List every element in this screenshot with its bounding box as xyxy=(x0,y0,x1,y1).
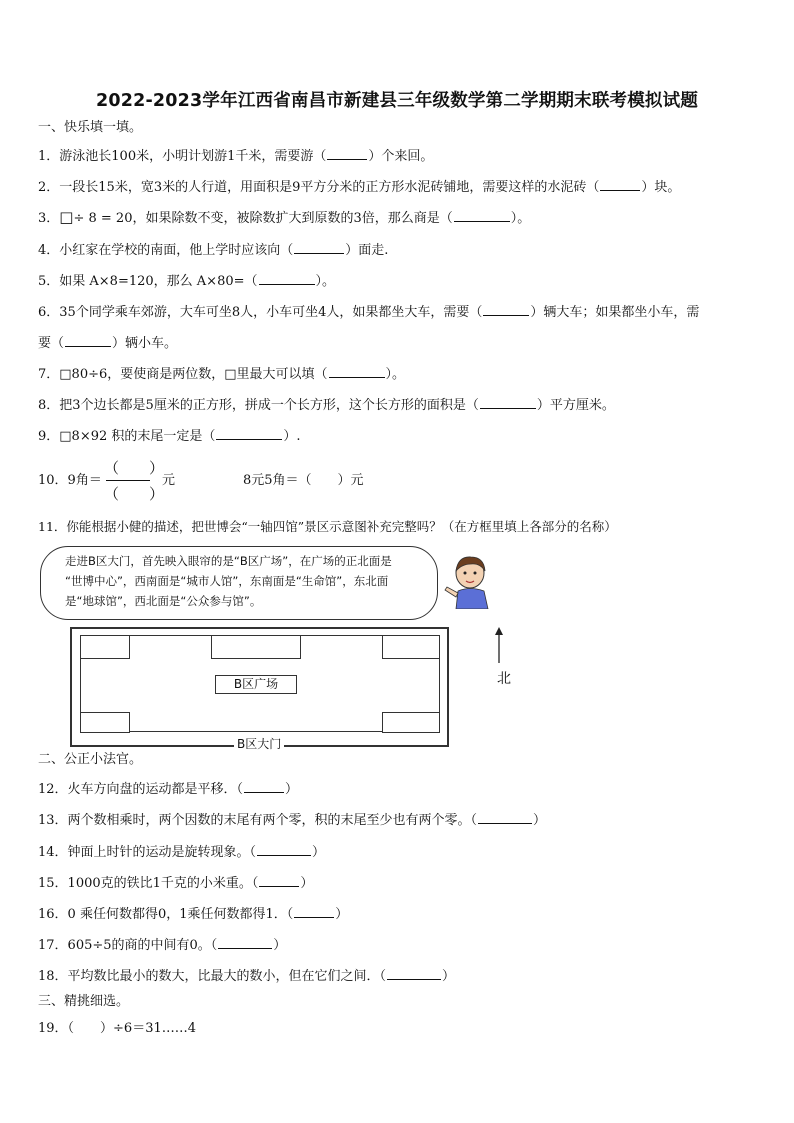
q6-small-car-blank[interactable] xyxy=(65,333,111,347)
q9-answer-blank[interactable] xyxy=(216,426,282,440)
q16-text-end: ） xyxy=(335,907,349,922)
north-label: 北 xyxy=(497,671,511,687)
q3-box: □ xyxy=(59,208,74,226)
bubble-line: “世博中心”，西南面是“城市人馆”，东南面是“生命馆”，东北面 xyxy=(65,574,389,588)
north-box[interactable] xyxy=(211,635,301,659)
question-13 xyxy=(38,810,546,830)
q12-text: 12．火车方向盘的运动都是平移．（ xyxy=(38,782,244,797)
southeast-box[interactable] xyxy=(382,712,440,733)
q18-text: 18．平均数比最小的数大，比最大的数小，但在它们之间．（ xyxy=(38,969,387,984)
q10-second-part[interactable]: 8元5角＝（ ）元 xyxy=(243,473,364,488)
question-11: 11．你能根据小健的描述，把世博会“一轴四馆”景区示意图补充完整吗？（在方框里填上各部分的名称） xyxy=(38,519,617,534)
speech-bubble xyxy=(40,546,438,620)
question-17 xyxy=(38,935,286,955)
b-zone-gate: B区大门 xyxy=(234,736,284,752)
q10-denominator-blank[interactable]: （ ） xyxy=(104,485,165,503)
question-16 xyxy=(38,904,348,924)
question-15 xyxy=(38,873,313,893)
page-title: 2022-2023学年江西省南昌市新建县三年级数学第二学期期末联考模拟试题 xyxy=(95,91,699,111)
q2-text-end: ）块。 xyxy=(641,180,681,195)
q8-answer-blank[interactable] xyxy=(480,395,536,409)
q17-text-end: ） xyxy=(273,938,287,953)
q3-text: ÷ 8 = 20，如果除数不变，被除数扩大到原数的3倍，那么商是（ xyxy=(73,211,453,226)
question-12 xyxy=(38,779,298,799)
question-19[interactable]: 19．（ ）÷6＝31……4 xyxy=(38,1021,197,1036)
q6-text-2: 要（ xyxy=(38,336,65,351)
q1-answer-blank[interactable] xyxy=(327,146,367,160)
q6-text: 6．35个同学乘车郊游，大车可坐8人，小车可坐4人，如果都坐大车，需要（ xyxy=(38,305,483,320)
q14-text: 14．钟面上时针的运动是旋转现象。（ xyxy=(38,845,257,860)
q18-answer-blank[interactable] xyxy=(387,966,441,980)
q7-answer-blank[interactable] xyxy=(329,364,385,378)
q15-answer-blank[interactable] xyxy=(259,873,299,887)
q1-text-end: ）个来回。 xyxy=(368,149,434,164)
q16-answer-blank[interactable] xyxy=(294,904,334,918)
bubble-line: 走进B区大门，首先映入眼帘的是“B区广场”，在广场的正北面是 xyxy=(65,554,392,568)
q6-text-mid: ）辆大车；如果都坐小车，需 xyxy=(530,305,700,320)
q5-answer-blank[interactable] xyxy=(259,271,315,285)
question-8 xyxy=(38,395,615,415)
q8-text-end: ）平方厘米。 xyxy=(536,398,615,413)
q16-text: 16．0 乘任何数都得0，1乘任何数都得1．（ xyxy=(38,907,294,922)
q6-text-end: ）辆小车。 xyxy=(112,336,178,351)
q15-text: 15．1000克的铁比1千克的小米重。（ xyxy=(38,876,259,891)
section-heading-2: 二、公正小法官。 xyxy=(38,752,143,767)
bubble-line: 是“地球馆”，西北面是“公众参与馆”。 xyxy=(65,594,262,608)
north-arrow-icon xyxy=(491,627,507,663)
northeast-box[interactable] xyxy=(382,635,440,659)
q13-text: 13．两个数相乘时，两个因数的末尾有两个零，积的末尾至少也有两个零。（ xyxy=(38,813,478,828)
q17-answer-blank[interactable] xyxy=(218,935,272,949)
q5-text: 5．如果 A×8=120，那么 A×80=（ xyxy=(38,274,258,289)
q10-fraction xyxy=(104,457,165,505)
q14-text-end: ） xyxy=(312,845,326,860)
q10-unit: 元 xyxy=(162,473,176,488)
q4-text-end: ）面走. xyxy=(345,243,389,258)
q9-text-end: ）. xyxy=(283,429,301,444)
q3-answer-blank[interactable] xyxy=(454,208,510,222)
southwest-box[interactable] xyxy=(80,712,130,733)
q15-text-end: ） xyxy=(300,876,314,891)
question-5 xyxy=(38,271,335,291)
question-9 xyxy=(38,426,301,446)
q9-text: 9．□8×92 积的末尾一定是（ xyxy=(38,429,216,444)
q6-big-car-blank[interactable] xyxy=(483,302,529,316)
question-2 xyxy=(38,177,680,197)
northwest-box[interactable] xyxy=(80,635,130,659)
q10-numerator-blank[interactable]: （ ） xyxy=(104,459,165,477)
boy-illustration-icon xyxy=(444,553,492,609)
q7-text-end: ）。 xyxy=(385,367,406,382)
q17-text: 17．605÷5的商的中间有0。（ xyxy=(38,938,218,953)
q2-text: 2．一段长15米，宽3米的人行道，用面积是9平方分米的正方形水泥砖铺地，需要这样的水泥砖（ xyxy=(38,180,600,195)
b-zone-plaza: B区广场 xyxy=(215,675,297,694)
section-heading-1: 一、快乐填一填。 xyxy=(38,120,143,135)
q2-answer-blank[interactable] xyxy=(600,177,640,191)
question-1 xyxy=(38,146,433,166)
section-heading-3: 三、精挑细选。 xyxy=(38,994,130,1009)
question-6-line-1 xyxy=(38,302,699,322)
q14-answer-blank[interactable] xyxy=(257,842,311,856)
q3-text-end: ）。 xyxy=(510,211,531,226)
q7-text: 7．□80÷6，要使商是两位数，□里最大可以填（ xyxy=(38,367,328,382)
q4-answer-blank[interactable] xyxy=(294,240,344,254)
question-7 xyxy=(38,364,405,384)
q3-number: 3． xyxy=(38,211,60,226)
q18-text-end: ） xyxy=(442,969,456,984)
q5-text-end: ）。 xyxy=(315,274,336,289)
q8-text: 8．把3个边长都是5厘米的正方形，拼成一个长方形，这个长方形的面积是（ xyxy=(38,398,479,413)
question-3 xyxy=(38,208,530,228)
question-18 xyxy=(38,966,455,986)
q13-answer-blank[interactable] xyxy=(478,810,532,824)
question-10-number: 10．9角＝ xyxy=(38,473,102,488)
q10-fraction-bar xyxy=(106,480,150,481)
q12-text-end: ） xyxy=(285,782,299,797)
q13-text-end: ） xyxy=(533,813,547,828)
question-4 xyxy=(38,240,388,260)
q12-answer-blank[interactable] xyxy=(244,779,284,793)
question-6-line-2 xyxy=(38,333,177,353)
q4-text: 4．小红家在学校的南面，他上学时应该向（ xyxy=(38,243,294,258)
question-14 xyxy=(38,842,325,862)
q1-text: 1．游泳池长100米，小明计划游1千米，需要游（ xyxy=(38,149,327,164)
